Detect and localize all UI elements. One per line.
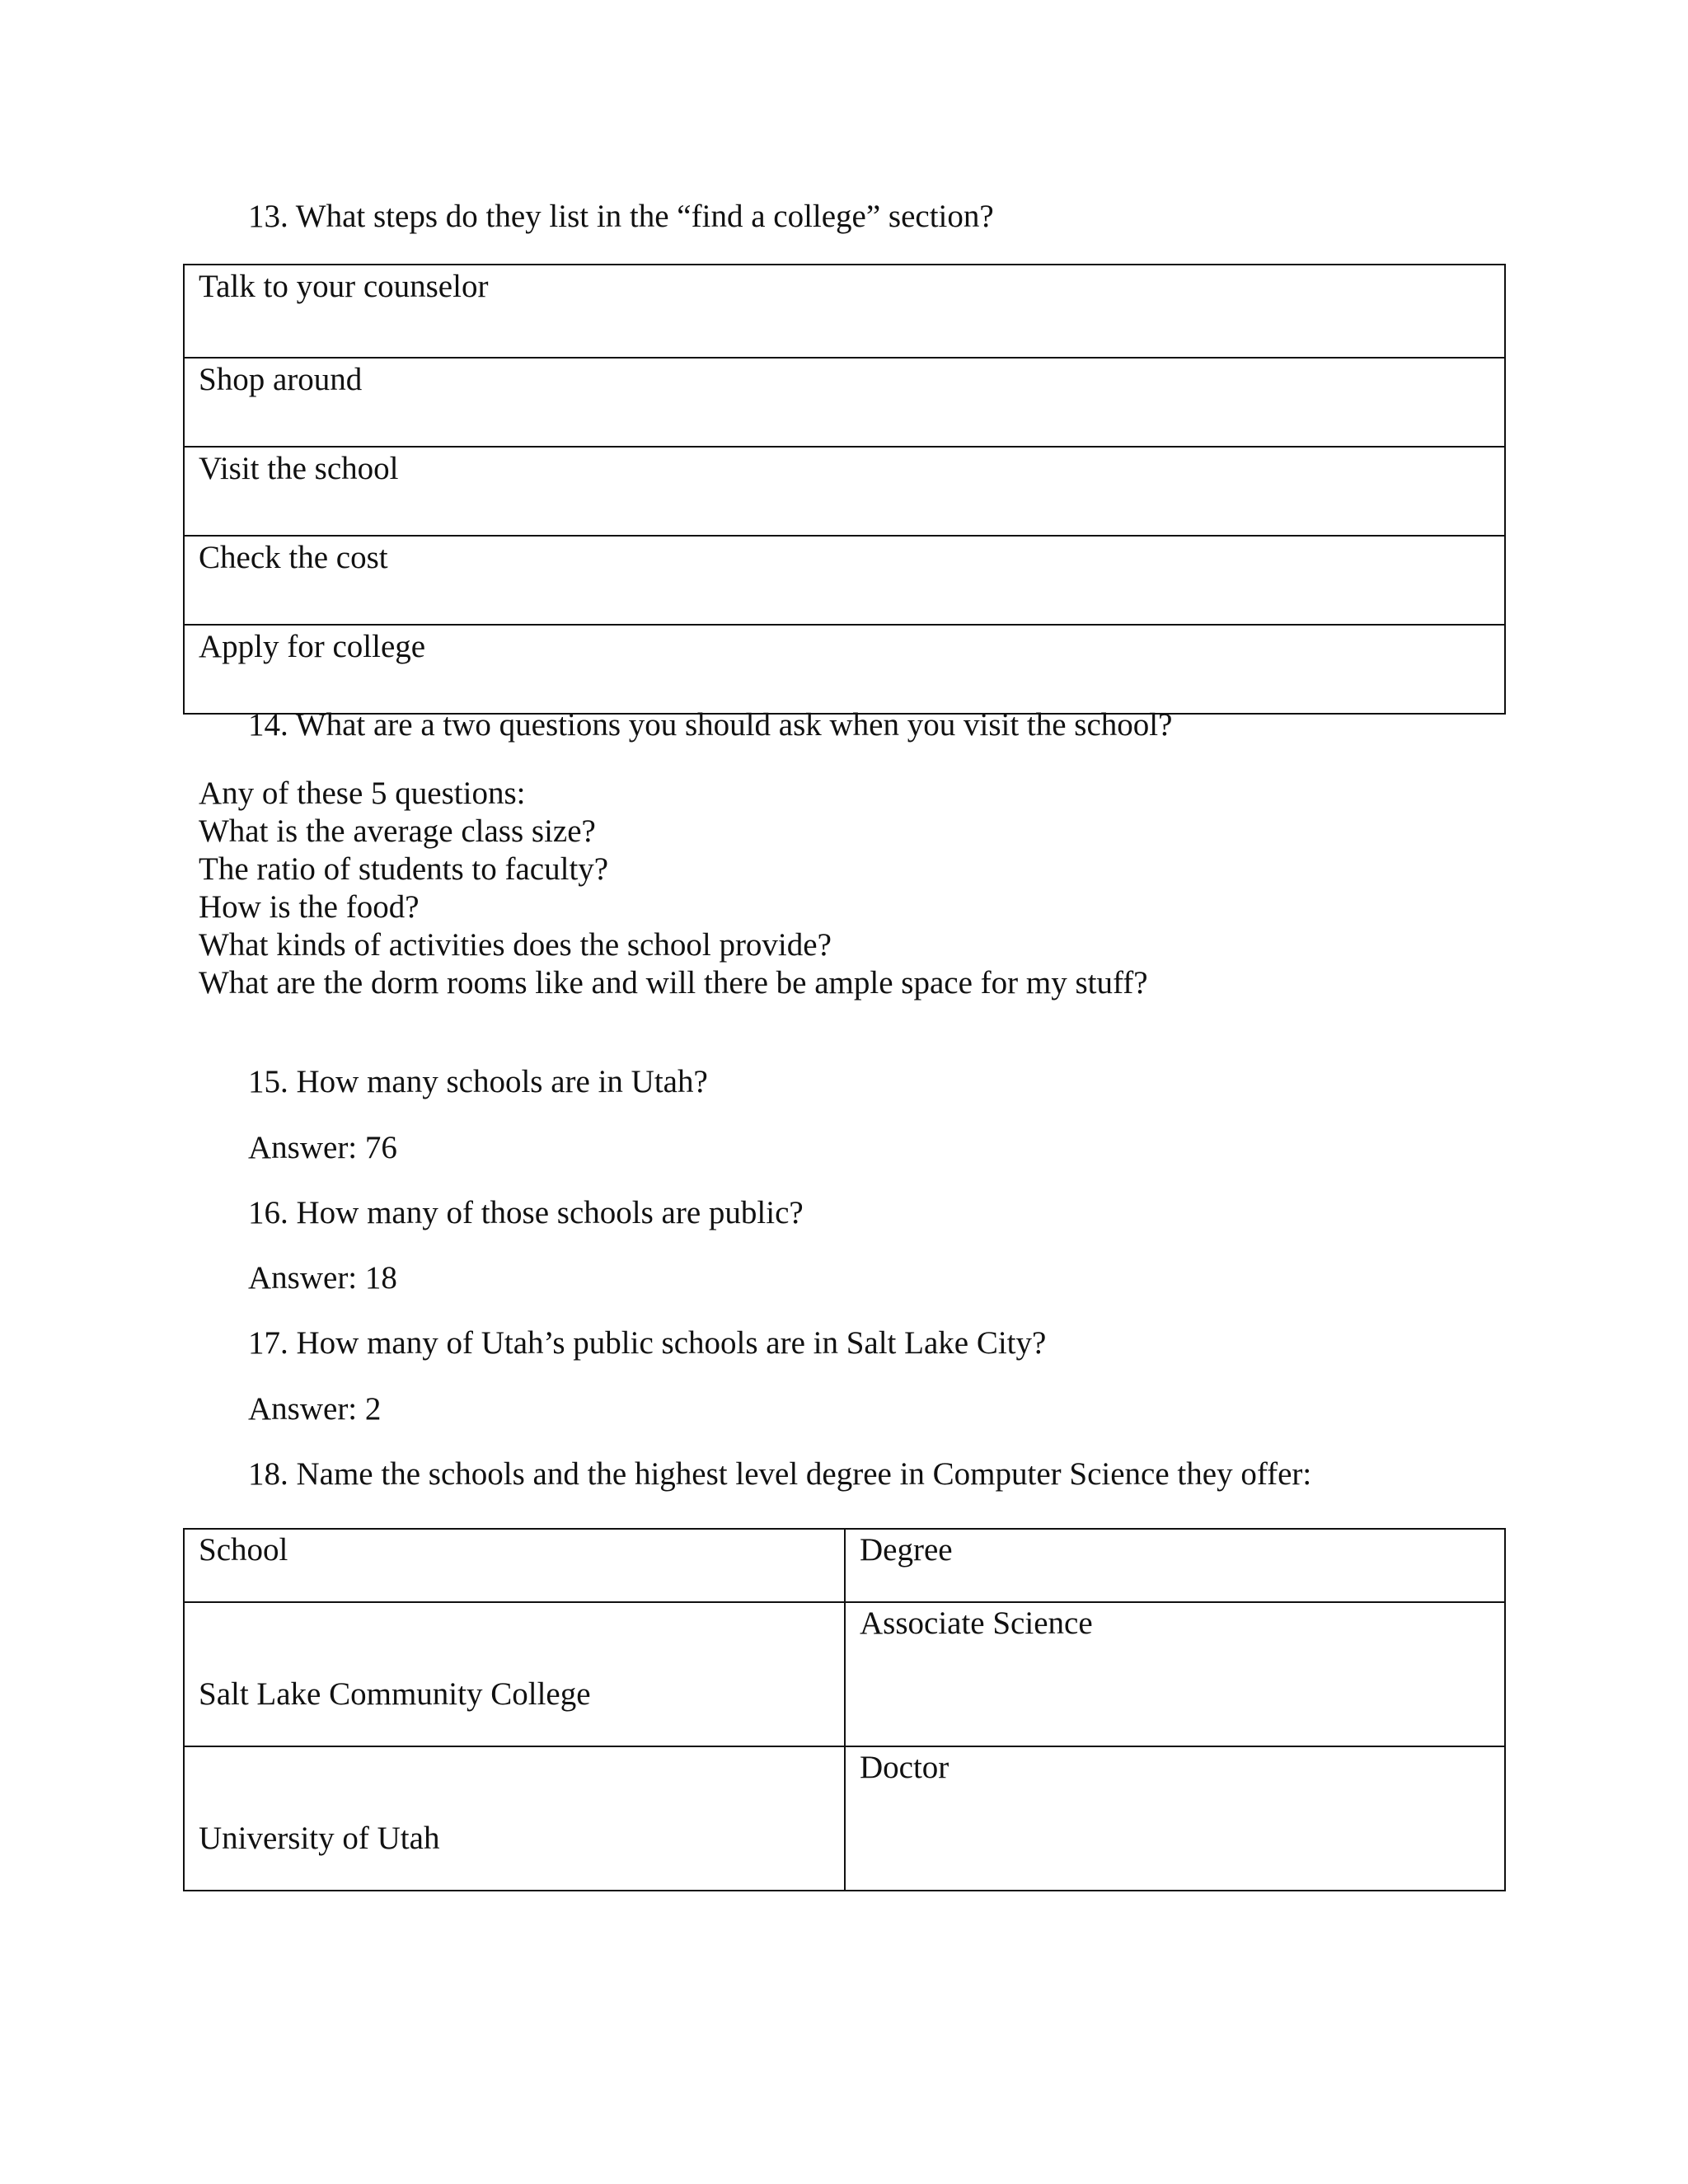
step-cell: Shop around	[199, 362, 363, 397]
step-cell: Talk to your counselor	[199, 269, 489, 304]
schools-table	[183, 1528, 1506, 1891]
step-cell: Check the cost	[199, 540, 388, 575]
answer-17: Answer: 2	[248, 1391, 382, 1427]
answer-line: What kinds of activities does the school provide?	[199, 927, 832, 963]
degree-cell	[844, 1603, 1504, 1746]
question-14: 14. What are a two questions you should ask when you visit the school?	[248, 707, 1173, 743]
school-header-label: School	[199, 1532, 288, 1568]
step-cell: Apply for college	[199, 629, 426, 664]
answer-line: Any of these 5 questions:	[199, 776, 526, 811]
school-name: Salt Lake Community College	[199, 1676, 591, 1712]
degree-header	[844, 1530, 1504, 1601]
table-row	[185, 446, 1504, 535]
question-18: 18. Name the schools and the highest level degree in Computer Science they offer:	[248, 1456, 1312, 1492]
table-row	[185, 624, 1504, 713]
answer-line: What is the average class size?	[199, 813, 596, 849]
step-cell: Visit the school	[199, 451, 399, 486]
table-row	[185, 268, 1504, 357]
table-row	[185, 357, 1504, 446]
degree-header-label: Degree	[860, 1532, 953, 1568]
answer-line: What are the dorm rooms like and will there be ample space for my stuff?	[199, 965, 1148, 1001]
school-cell	[185, 1747, 844, 1890]
answer-15: Answer: 76	[248, 1130, 397, 1165]
q14-answer-block	[199, 775, 1148, 1002]
table-row	[185, 1601, 1504, 1746]
answer-line: The ratio of students to faculty?	[199, 851, 609, 887]
question-15: 15. How many schools are in Utah?	[248, 1064, 708, 1099]
steps-table	[183, 264, 1506, 715]
degree-name: Doctor	[860, 1750, 950, 1785]
question-13: 13. What steps do they list in the “find a college” section?	[248, 199, 994, 234]
table-row	[185, 1746, 1504, 1890]
school-header	[185, 1530, 844, 1601]
answer-line: How is the food?	[199, 889, 420, 925]
degree-name: Associate Science	[860, 1605, 1093, 1641]
table-header-row	[185, 1530, 1504, 1601]
answer-16: Answer: 18	[248, 1260, 397, 1296]
table-row	[185, 535, 1504, 624]
question-16: 16. How many of those schools are public?	[248, 1195, 804, 1230]
question-17: 17. How many of Utah’s public schools are in Salt Lake City?	[248, 1325, 1047, 1361]
school-name: University of Utah	[199, 1821, 440, 1856]
school-cell	[185, 1603, 844, 1746]
degree-cell	[844, 1747, 1504, 1890]
